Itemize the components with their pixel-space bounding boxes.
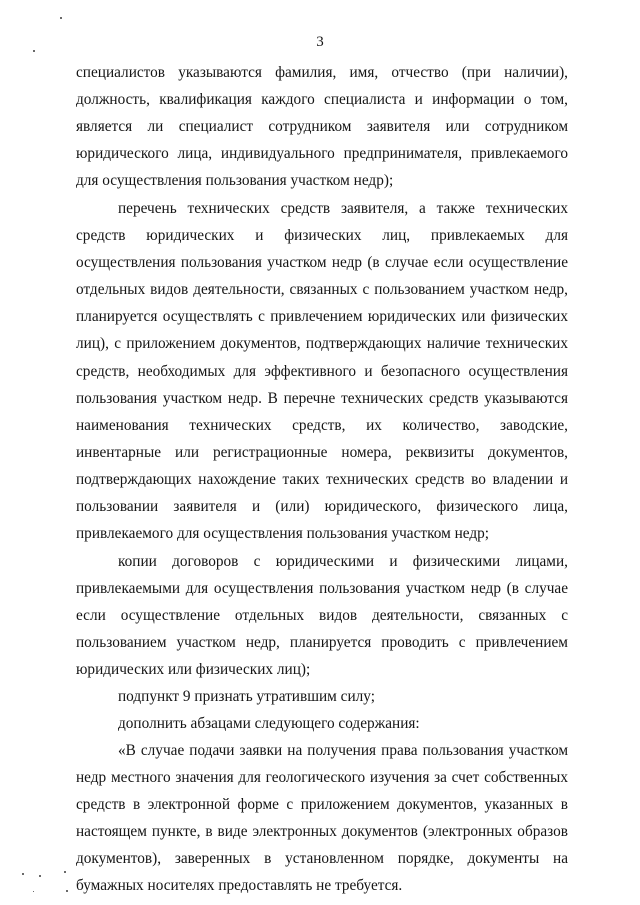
paragraph-supplement-intro: дополнить абзацами следующего содержания:: [118, 715, 420, 733]
paragraph-technical-means-list: перечень технических средств заявителя, а также технических средств юридических и физических лиц, привлекаемых для осуществления пользования участком недр (в случае если осуществление отдельных видов деятельности, связанных с пользованием участком недр, планируется осуществлять с привлечением юридических или физических лиц), с приложением документов, подтверждающих наличие технических средств, необходимых для эффективного и безопасного осуществления пользования участком недр. В перечне технических средств указываются наименования технических средств, их количество, заводские, инвентарные или регистрационные номера, реквизиты документов, подтверждающих нахождение таких технических средств во владении и пользовании заявителя и (или) юридического, физического лица, привлекаемого для осуществления пользования участком недр;: [76, 200, 568, 542]
scan-speck: [33, 50, 35, 52]
scan-speck: [60, 17, 62, 19]
page-number: 3: [316, 34, 324, 50]
scan-speck: [66, 890, 68, 892]
paragraph-specialists-continuation: специалистов указываются фамилия, имя, отчество (при наличии), должность, квалификация каждого специалиста и информации о том, является ли специалист сотрудником заявителя или сотрудником юридического лица, индивидуального предпринимателя, привлекаемого для осуществления пользования участком недр);: [76, 64, 568, 190]
paragraph-subpoint-9-repealed: подпункт 9 признать утратившим силу;: [118, 688, 375, 706]
document-body: [76, 59, 568, 899]
scan-speck: [22, 873, 24, 875]
paragraph-electronic-application: «В случае подачи заявки на получения права пользования участком недр местного значения для геологического изучения за счет собственных средств в электронной форме с приложением документов, указанных в настоящем пункте, в виде электронных документов (электронных образов документов), заверенных в установленном порядке, документы на бумажных носителях предоставлять не требуется.: [76, 742, 568, 895]
scan-speck: [33, 891, 34, 892]
scan-speck: [39, 875, 41, 877]
paragraph-contract-copies: копии договоров с юридическими и физическими лицами, привлекаемыми для осуществления пользования участком недр (в случае если осуществление отдельных видов деятельности, связанных с пользованием участком недр, планируется проводить с привлечением юридических или физических лиц);: [76, 552, 568, 679]
scan-speck: [64, 871, 66, 873]
